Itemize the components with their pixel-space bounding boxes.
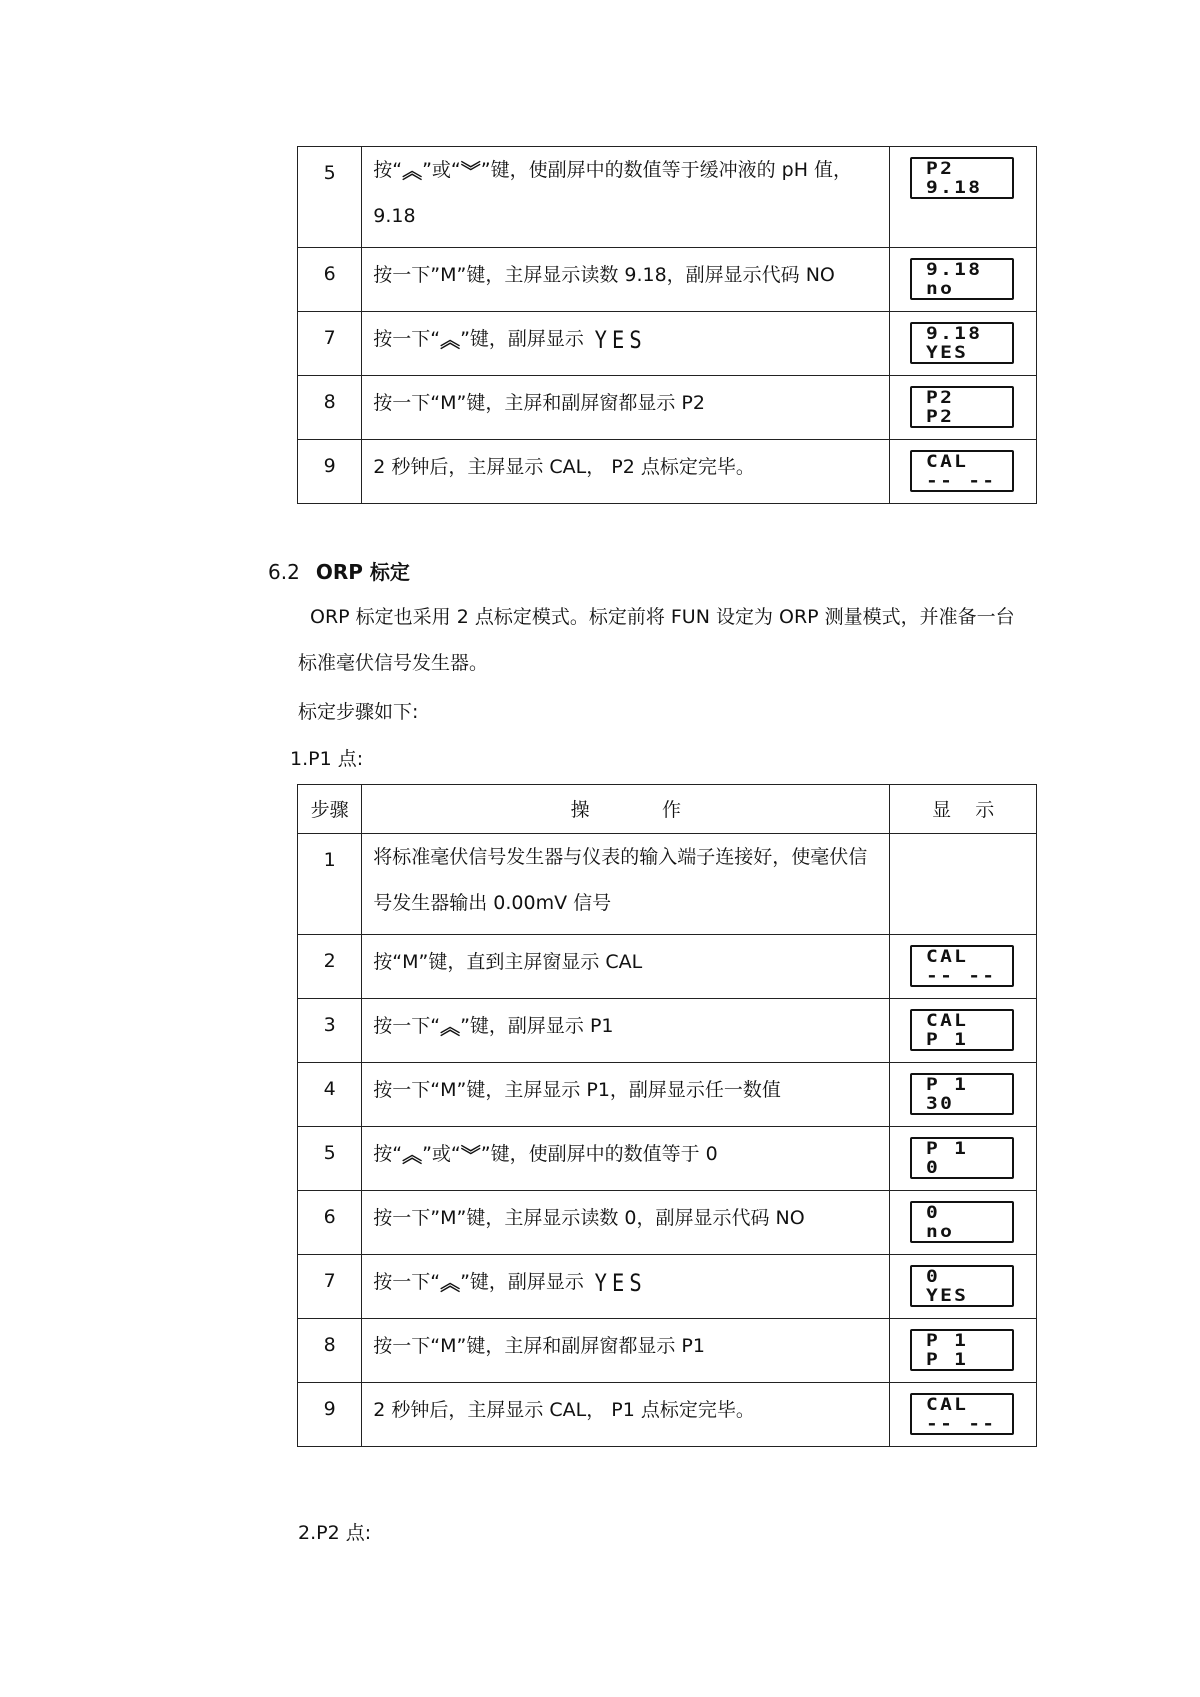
lcd-main-readout: P2 [926,388,955,408]
table-row [298,1319,1037,1383]
step-number: 5 [298,1127,362,1191]
double-chevron-down-icon: ︾ [460,159,481,183]
lcd-sub-readout: no [926,279,955,299]
section-number: 6.2 [268,560,300,584]
op-text-a: 按一下“ [373,328,441,350]
lcd-display-cell [890,1191,1037,1255]
table-row [298,1383,1037,1447]
lcd-sub-readout: YES [926,1286,969,1306]
lcd-main-readout: P 1 [926,1075,969,1095]
table-row [298,312,1037,376]
lcd-sub-readout: P2 [926,407,955,427]
step-number: 6 [298,248,362,312]
step-number: 8 [298,1319,362,1383]
operation-text [362,999,890,1063]
double-chevron-up-icon: ︽ [440,328,461,352]
operation-text: 按一下”M”键，主屏显示读数 0，副屏显示代码 NO [362,1191,890,1255]
lcd-display-cell [890,999,1037,1063]
double-chevron-up-icon: ︽ [440,1015,461,1039]
lcd-sub-readout: no [926,1222,955,1242]
lcd-main-readout: P 1 [926,1331,969,1351]
lcd-main-readout: CAL [926,452,969,472]
table-header-row [298,785,1037,834]
p2-label: 2.P2 点: [298,1522,372,1544]
lcd-main-readout: 9.18 [926,324,983,344]
operation-text: 2 秒钟后，主屏显示 CAL， P1 点标定完毕。 [362,1383,890,1447]
lcd-sub-readout: YES [926,343,969,363]
calibration-table-p2-continued [297,146,1037,504]
step-number: 7 [298,312,362,376]
step-number: 7 [298,1255,362,1319]
lcd-main-readout: P 1 [926,1139,969,1159]
lcd-display [910,1137,1014,1179]
table-row [298,834,1037,935]
step-number: 4 [298,1063,362,1127]
lcd-display [910,1265,1014,1307]
lcd-sub-readout: P 1 [926,1030,969,1050]
op-text-b: ”键，副屏显示 P1 [460,1015,614,1037]
operation-text [362,147,890,248]
lcd-main-readout: CAL [926,947,969,967]
op-text-a: 按一下“ [373,1271,441,1293]
op-text-c: ”键，使副屏中的数值等于缓冲液的 pH 值，9.18 [373,159,853,227]
step-number: 6 [298,1191,362,1255]
segment-word-yes: YES [594,1269,647,1297]
lcd-sub-readout: -- -- [926,966,997,986]
lcd-display-cell [890,1319,1037,1383]
op-text-a: 按一下“ [373,1015,441,1037]
step-number: 3 [298,999,362,1063]
lcd-sub-readout: -- -- [926,1414,997,1434]
step-number: 2 [298,935,362,999]
op-text-a: 按“ [373,159,403,181]
operation-text: 按一下”M”键，主屏显示读数 9.18，副屏显示代码 NO [362,248,890,312]
operation-text: 按一下“M”键，主屏和副屏窗都显示 P2 [362,376,890,440]
table-row [298,1255,1037,1319]
header-display: 显 示 [890,785,1037,834]
lcd-main-readout: CAL [926,1395,969,1415]
lcd-display-cell [890,312,1037,376]
double-chevron-up-icon: ︽ [440,1271,461,1295]
table-row [298,1063,1037,1127]
lcd-sub-readout: 30 [926,1094,955,1114]
step-number: 9 [298,1383,362,1447]
lcd-display [910,945,1014,987]
lcd-display-cell [890,1063,1037,1127]
lcd-main-readout: P2 [926,159,955,179]
lcd-display-cell [890,248,1037,312]
p1-label: 1.P1 点: [290,748,364,770]
intro-paragraph [298,594,1028,686]
table-row [298,999,1037,1063]
segment-word-yes: YES [594,326,647,354]
double-chevron-up-icon: ︽ [402,159,423,183]
double-chevron-down-icon: ︾ [460,1143,481,1167]
lcd-display [910,1201,1014,1243]
table-row [298,1191,1037,1255]
lcd-display-cell [890,1383,1037,1447]
table-row [298,248,1037,312]
op-text-b: ”或“ [422,159,461,181]
lcd-display-cell [890,440,1037,504]
operation-text [362,1127,890,1191]
lcd-display [910,157,1014,199]
table-row [298,935,1037,999]
header-operation: 操 作 [362,785,890,834]
lcd-display-cell [890,935,1037,999]
lcd-display [910,450,1014,492]
step-number: 9 [298,440,362,504]
step-number: 8 [298,376,362,440]
operation-text [362,312,890,376]
operation-text: 2 秒钟后，主屏显示 CAL， P2 点标定完毕。 [362,440,890,504]
lcd-sub-readout: 0 [926,1158,941,1178]
lcd-sub-readout: -- -- [926,471,997,491]
lcd-display [910,1329,1014,1371]
op-text-a: 按“ [373,1143,403,1165]
calibration-table-p1 [297,784,1037,1447]
op-text-b: ”或“ [422,1143,461,1165]
lcd-display-cell [890,376,1037,440]
lcd-display [910,1393,1014,1435]
lcd-display [910,258,1014,300]
operation-text: 将标准毫伏信号发生器与仪表的输入端子连接好，使毫伏信号发生器输出 0.00mV 信号 [362,834,890,935]
section-heading [268,556,410,585]
steps-label: 标定步骤如下: [298,701,419,723]
table-row [298,440,1037,504]
lcd-main-readout: 9.18 [926,260,983,280]
section-title: ORP 标定 [315,560,410,584]
lcd-display [910,1073,1014,1115]
lcd-display-cell [890,1255,1037,1319]
intro-text: ORP 标定也采用 2 点标定模式。标定前将 FUN 设定为 ORP 测量模式，并准备一台标准毫伏信号发生器。 [298,606,1015,674]
step-number: 1 [298,834,362,935]
operation-text [362,1255,890,1319]
lcd-main-readout: CAL [926,1011,969,1031]
lcd-sub-readout: 9.18 [926,178,983,198]
operation-text: 按一下“M”键，主屏显示 P1，副屏显示任一数值 [362,1063,890,1127]
step-number: 5 [298,147,362,248]
header-step: 步骤 [298,785,362,834]
lcd-display-cell [890,1127,1037,1191]
double-chevron-up-icon: ︽ [402,1143,423,1167]
operation-text: 按一下“M”键，主屏和副屏窗都显示 P1 [362,1319,890,1383]
operation-text: 按“M”键，直到主屏窗显示 CAL [362,935,890,999]
op-text-c: ”键，使副屏中的数值等于 0 [480,1143,718,1165]
op-text-b: ”键，副屏显示 [460,1271,590,1293]
table-row [298,1127,1037,1191]
table-row [298,147,1037,248]
lcd-main-readout: 0 [926,1203,941,1223]
lcd-display-cell [890,147,1037,248]
lcd-sub-readout: P 1 [926,1350,969,1370]
table-row [298,376,1037,440]
op-text-b: ”键，副屏显示 [460,328,590,350]
lcd-display [910,386,1014,428]
lcd-display [910,1009,1014,1051]
lcd-display-cell [890,834,1037,935]
lcd-display [910,322,1014,364]
lcd-main-readout: 0 [926,1267,941,1287]
